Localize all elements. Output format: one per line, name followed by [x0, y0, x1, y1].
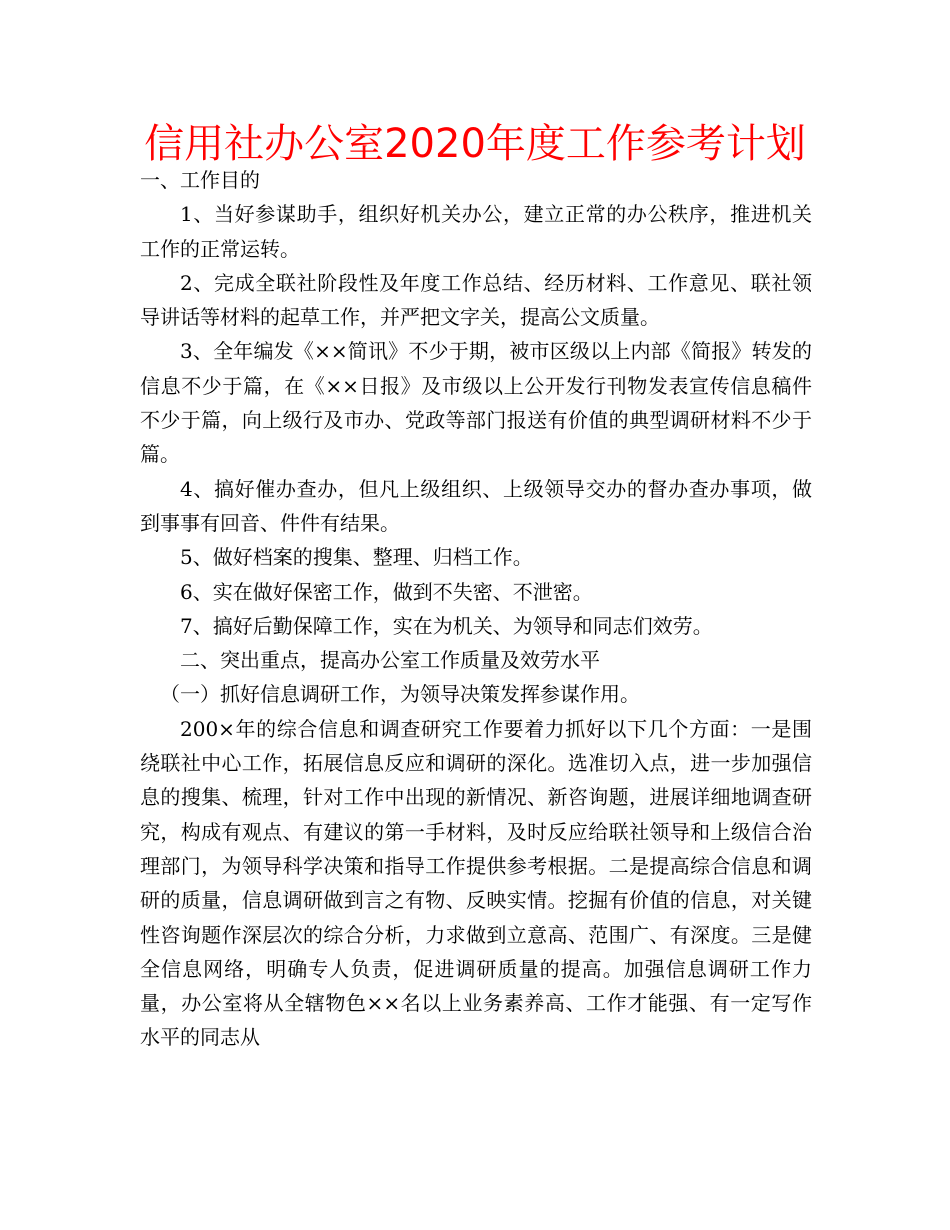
paragraph-goal-1: 1、当好参谋助手，组织好机关办公，建立正常的办公秩序，推进机关工作的正常运转。 [140, 202, 812, 261]
paragraph-goal-5: 5、做好档案的搜集、整理、归档工作。 [180, 545, 533, 570]
paragraph-info-research: 200×年的综合信息和调查研究工作要着力抓好以下几个方面：一是围绕联社中心工作，拓展信息反应和调研的深化。选准切入点，进一步加强信息的搜集、梳理，针对工作中出现的新情况、新咨询题，进展详细地调查研究，构成有观点、有建议的第一手材料，及时反应给联社领导和上级信合治理部门，为领导科学决策和指导工作提供参考根据。二是提高综合信息和调研的质量，信息调研做到言之有物、反映实情。挖掘有价值的信息，对关键性咨询题作深层次的综合分析，力求做到立意高、范围广、有深度。三是健全信息网络，明确专人负责，促进调研质量的提高。加强信息调研工作力量，办公室将从全辖物色××名以上业务素养高、工作才能强、有一定写作水平的同志从 [140, 716, 812, 1050]
section-heading-1: 一、工作目的 [140, 168, 260, 192]
document-title: 信用社办公室2020年度工作参考计划 [144, 121, 806, 167]
document-body [140, 163, 812, 1055]
section-heading-2: 二、突出重点，提高办公室工作质量及效劳水平 [180, 648, 600, 673]
paragraph-goal-2: 2、完成全联社阶段性及年度工作总结、经历材料、工作意见、联社领导讲话等材料的起草工作，并严把文字关，提高公文质量。 [140, 270, 812, 330]
paragraph-goal-6: 6、实在做好保密工作，做到不失密、不泄密。 [180, 579, 593, 604]
paragraph-goal-4: 4、搞好催办查办，但凡上级组织、上级领导交办的督办查办事项，做到事事有回音、件件有结果。 [140, 476, 812, 535]
subsection-heading-1: （一）抓好信息调研工作，为领导决策发挥参谋作用。 [160, 682, 640, 707]
paragraph-goal-7: 7、搞好后勤保障工作，实在为机关、为领导和同志们效劳。 [180, 613, 713, 638]
paragraph-goal-3: 3、全年编发《××简讯》不少于期，被市区级以上内部《简报》转发的信息不少于篇，在《××日报》及市级以上公开发行刊物发表宣传信息稿件不少于篇，向上级行及市办、党政等部门报送有价值的典型调研材料不少于篇。 [140, 339, 812, 467]
